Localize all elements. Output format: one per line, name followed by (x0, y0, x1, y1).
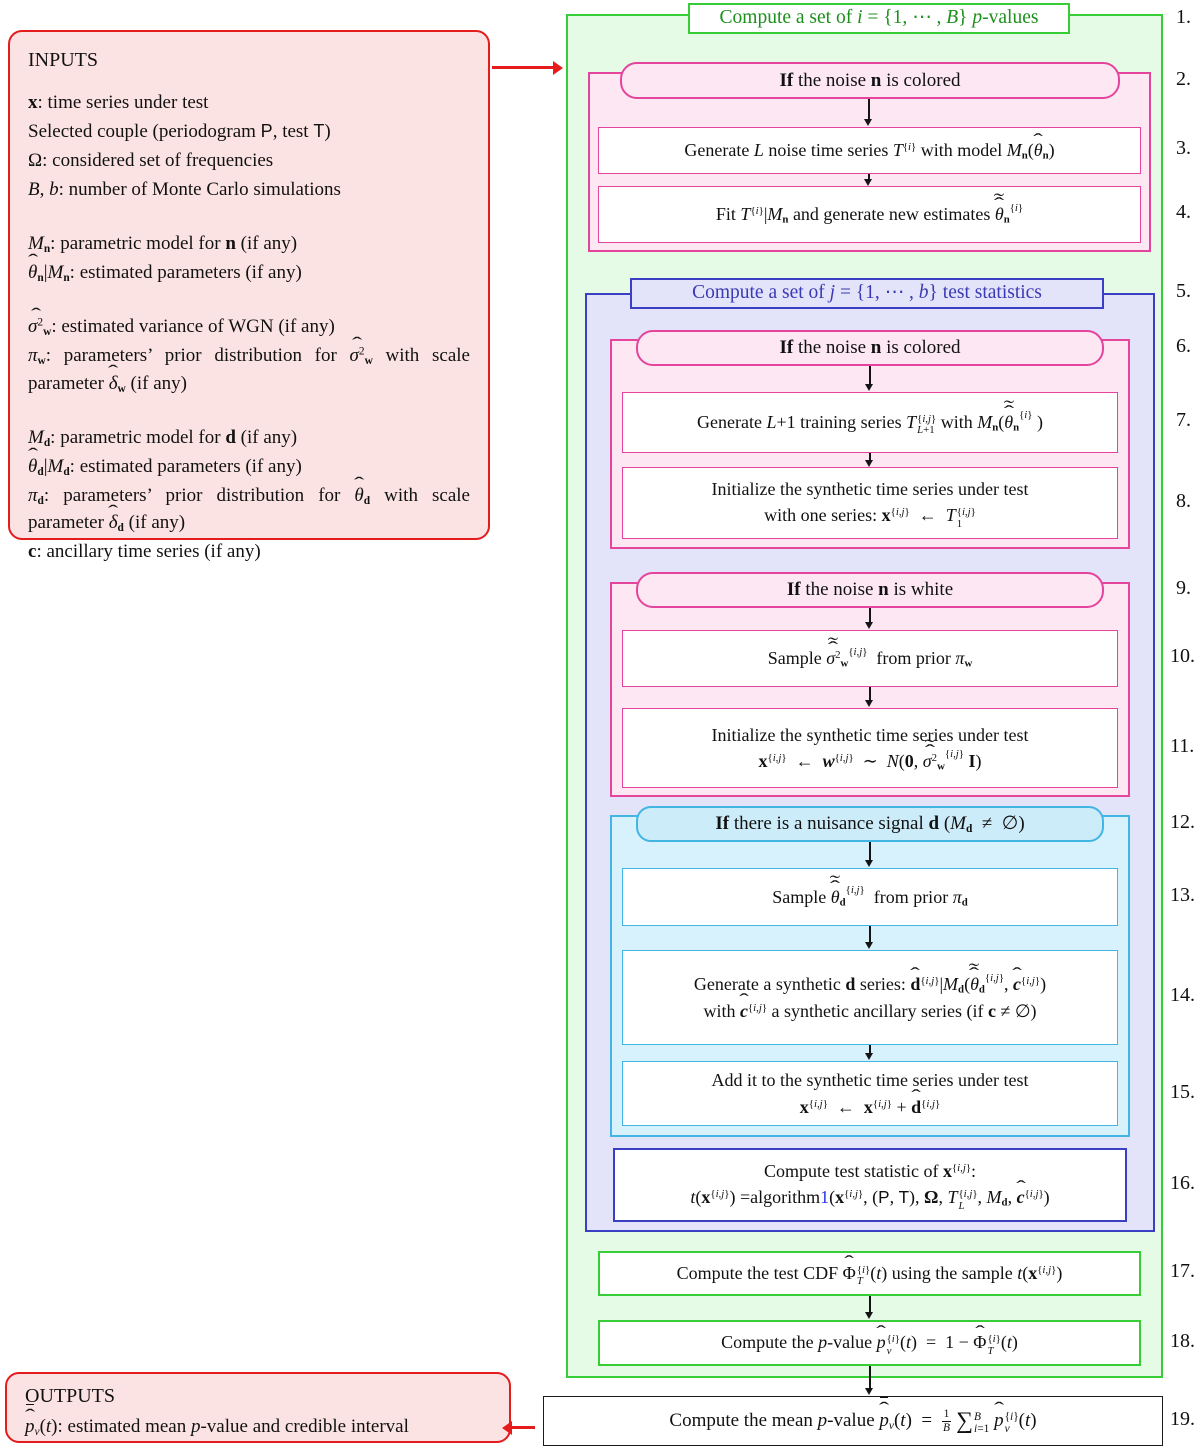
step-16-text: Compute test statistic of $x^{\{i,j\}}$: $t(x^{\{i,j\}})$ $=algorithm1(x^{\{i,j\}}$, (P, T), Ω, T {i,j} L , $M_d$, c ˆ$^{\{i,j\}}$) (690, 1158, 1049, 1212)
step-4-text: Fit $T^{\{i\}}|M_n$ and generate new estimates ˜ θ ˆ$_n^{\{i\}}$ (716, 201, 1023, 227)
step-6-box (636, 330, 1104, 366)
input-line: $M_d$: parametric model for d (if any) (28, 426, 298, 449)
step-18-box (598, 1320, 1141, 1366)
step-12-text: If there is a nuisance signal d ($M_d$ ≠ ∅) (715, 813, 1025, 836)
step-number: 15. (1170, 1081, 1195, 1103)
flow-to-outputs-arrow (511, 1426, 535, 1429)
step-number: 5. (1176, 280, 1191, 302)
step-14-text: Generate a synthetic d series: d $ˆ^{\{i,j\}}|M_d(˜$ θ ˆ$_d^{\{i,j\}}$, c ˆ$^{\{i,j\}}$) with c ˆ$^{\{i,j\}}$ a synthetic ancillary series (if c ≠ ∅) (694, 971, 1046, 1023)
step-14-box (622, 950, 1118, 1045)
step-16-box (613, 1148, 1127, 1222)
step-17-text: Compute the test CDF Φ ˆ {i} T (t) using the sample $t(x^{\{i,j\}})$ (677, 1260, 1063, 1288)
inputs-title: INPUTS (28, 49, 99, 71)
step-8-box (622, 467, 1118, 539)
step-number: 18. (1170, 1330, 1195, 1352)
step-number: 16. (1170, 1172, 1195, 1194)
step-7-box (622, 392, 1118, 453)
input-line: Ω: considered set of frequencies (28, 150, 274, 172)
input-line: $\pi_w$: parameters’ prior distribution for $\sigma^2$ ˆ$_w$ with scale parameter δ ˆ$_w$ (if any) (28, 342, 470, 398)
step-number: 12. (1170, 811, 1195, 833)
step-18-text: Compute the p-value p ˆ {i} v (t) = 1 − Φ ˆ {i} T (t) (721, 1329, 1018, 1357)
flow-arrow (869, 608, 871, 623)
step-13-text: Sample ˜ θ ˆ$_d^{\{i,j\}}$ from prior $\pi_d$ (772, 884, 967, 910)
inputs-to-flow-arrow (492, 66, 554, 69)
step-15-box (622, 1061, 1118, 1126)
step-6-text: If the noise n is colored (779, 337, 961, 359)
step-8-text: Initialize the synthetic time series under test with one series: $x^{\{i,j\}}$ ← T {i,j} 1 (711, 479, 1029, 530)
flow-arrow (869, 926, 871, 943)
input-line: x: time series under test (28, 92, 209, 114)
input-line: θ $ˆ_d|M_d$: estimated parameters (if any) (28, 453, 470, 481)
flow-arrow (869, 366, 871, 385)
flow-arrow (869, 1366, 871, 1389)
step-7-text: Generate L+1 training series T {i,j} L+1 with $M_n(˜$ θ ˆ$_n^{\{i\}}$ ) (697, 409, 1043, 437)
step-19-text: Compute the mean p-value p ˆ$_v$(t) = $\frac{1}{B}$ ∑ B i=1 p ˆ {i} v (t) (669, 1404, 1036, 1438)
step-10-box (622, 630, 1118, 687)
step-9-box (636, 572, 1104, 608)
step-number: 8. (1176, 490, 1191, 512)
flow-arrow (868, 174, 870, 180)
step-number: 6. (1176, 335, 1191, 357)
inner-loop-title-text: Compute a set of j = {1, ⋯ , b} test statistics (692, 282, 1042, 304)
step-number: 10. (1170, 645, 1195, 667)
step-3-text: Generate L noise time series $T^{\{i\}}$ with model $M_n(\theta$ ˆ$_n$) (684, 137, 1054, 163)
outputs-title: OUTPUTS (25, 1385, 116, 1407)
flow-arrow (868, 99, 870, 120)
inputs-panel (8, 30, 490, 563)
step-12-box (636, 806, 1104, 842)
step-number: 9. (1176, 577, 1191, 599)
input-line: θ $ˆ_n|M_n$: estimated parameters (if any) (28, 259, 470, 287)
inner-loop-title (630, 278, 1104, 309)
outer-loop-title-text: Compute a set of i = {1, ⋯ , B} p-values (719, 7, 1039, 29)
input-line: $\sigma^2$ ˆ$_w$: estimated variance of WGN (if any) (28, 313, 470, 341)
step-11-box (622, 708, 1118, 788)
step-10-text: Sample ˜ $\sigma^2$ ˆ$_w^{\{i,j\}}$ from prior $\pi_w$ (768, 645, 973, 671)
input-line: $\pi_d$: parameters’ prior distribution for θ ˆ$_d$ with scale parameter δ ˆ$_d$ (if any) (28, 482, 470, 538)
step-number: 1. (1176, 6, 1191, 28)
step-9-text: If the noise n is white (786, 579, 954, 601)
step-15-text: Add it to the synthetic time series under test $x^{\{i,j\}}$ ← $x^{\{i,j\}} + d$ ˆ$^{\{i,j\}}$ (712, 1067, 1029, 1119)
step-number: 11. (1170, 735, 1195, 757)
step-19-box (543, 1396, 1163, 1446)
step-number: 3. (1176, 137, 1191, 159)
step-number: 13. (1170, 884, 1195, 906)
step-3-box (598, 127, 1141, 174)
input-line: c: ancillary time series (if any) (28, 541, 261, 563)
step-number: 19. (1170, 1408, 1195, 1430)
step-11-text: Initialize the synthetic time series under test $x^{\{i,j\}}$ ← $w^{\{i,j\}}$ ∼ N(0, ˜ $\sigma^2$ ˆ$_w^{\{i,j\}}$ I) (712, 722, 1029, 774)
input-line: $M_n$: parametric model for n (if any) (28, 233, 298, 255)
flow-arrow (869, 1296, 871, 1313)
step-number: 4. (1176, 201, 1191, 223)
input-line: B, b: number of Monte Carlo simulations (28, 179, 341, 201)
flow-arrow (869, 453, 871, 461)
flow-arrow (869, 1045, 871, 1054)
step-number: 7. (1176, 409, 1191, 431)
flow-arrow (869, 842, 871, 861)
step-17-box (598, 1251, 1141, 1296)
step-number: 14. (1170, 984, 1195, 1006)
output-line: p ˆ$_v$(t): estimated mean p-value and credible interval (25, 1413, 491, 1441)
input-line: Selected couple (periodogram P, test T) (28, 121, 331, 143)
step-13-box (622, 868, 1118, 926)
flow-arrow (869, 687, 871, 701)
step-2-text: If the noise n is colored (779, 69, 961, 91)
outer-loop-title (688, 3, 1070, 34)
step-2-box (620, 62, 1120, 99)
step-4-box (598, 186, 1141, 243)
step-number: 2. (1176, 68, 1191, 90)
outputs-panel (5, 1372, 511, 1443)
step-number: 17. (1170, 1260, 1195, 1282)
